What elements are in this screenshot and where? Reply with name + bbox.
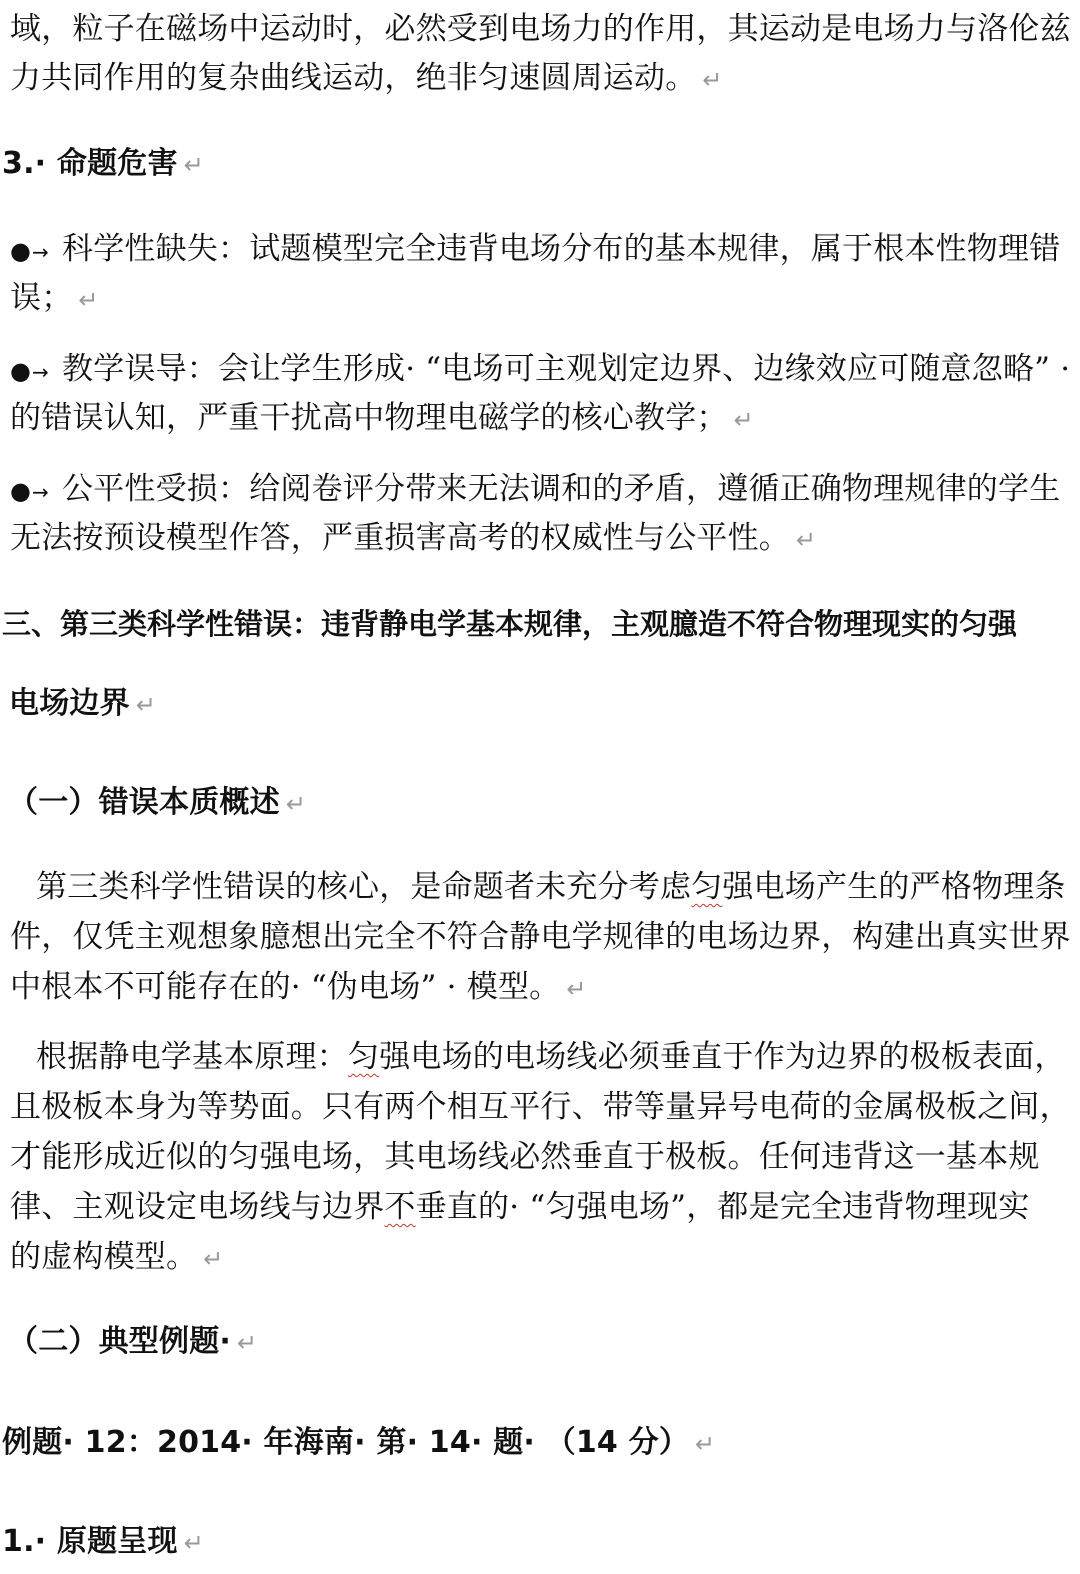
text-run: 中根本不可能存在的· “伪电场” · 模型。	[10, 969, 561, 1005]
paragraph-line	[10, 1087, 1071, 1127]
tab-arrow-icon: →	[32, 240, 49, 264]
heading-1-original-problem	[2, 1522, 204, 1563]
paragraph-line	[36, 867, 1066, 907]
spellcheck-flagged-word: 不	[384, 1189, 416, 1225]
text-run: 根据静电学基本原理：	[36, 1039, 348, 1075]
paragraph-mark-icon: ↵	[733, 406, 754, 434]
tab-arrow-icon: →	[32, 360, 49, 384]
spellcheck-flagged-word: 匀	[348, 1039, 380, 1075]
heading-text: （一）错误本质概述	[8, 785, 280, 820]
text-run: 律、主观设定电场线与边界	[10, 1189, 385, 1225]
text-run: 误；	[10, 280, 73, 316]
text-run: 第三类科学性错误的核心，是命题者未充分考虑	[36, 869, 692, 905]
text-run: 教学误导：会让学生形成· “电场可主观划定边界、边缘效应可随意忽略” ·	[62, 351, 1071, 387]
heading-text: 3.· 命题危害	[2, 146, 178, 181]
heading-text: 1.· 原题呈现	[2, 1524, 178, 1559]
text-run: 公平性受损：给阅卷评分带来无法调和的矛盾，遵循正确物理规律的学生	[62, 471, 1061, 507]
paragraph-line	[10, 58, 723, 100]
example-heading	[2, 1423, 715, 1464]
paragraph-line	[10, 9, 1071, 49]
bullet-item	[10, 229, 1060, 272]
paragraph-mark-icon: ↵	[702, 66, 723, 94]
paragraph-mark-icon: ↵	[183, 1529, 205, 1557]
paragraph-line	[10, 278, 99, 320]
heading-text: （二）典型例题·	[8, 1324, 231, 1359]
paragraph-mark-icon: ↵	[203, 1245, 224, 1273]
paragraph-mark-icon: ↵	[695, 1430, 716, 1458]
tab-arrow-icon: →	[32, 480, 49, 504]
section-3-heading	[2, 604, 1017, 644]
text-run: 科学性缺失：试题模型完全违背电场分布的基本规律，属于根本性物理错	[62, 231, 1061, 267]
text-run: 强电场产生的严格物理条	[722, 869, 1066, 905]
text-run: 且极板本身为等势面。只有两个相互平行、带等量异号电荷的金属极板之间，	[10, 1089, 1071, 1125]
text-run: 的虚构模型。	[10, 1239, 198, 1275]
bullet-item	[10, 349, 1070, 392]
paragraph-mark-icon: ↵	[285, 790, 307, 818]
text-run: 的错误认知，严重干扰高中物理电磁学的核心教学；	[10, 400, 728, 436]
paragraph-mark-icon: ↵	[183, 151, 205, 179]
bullet-icon: ●	[10, 237, 32, 265]
paragraph-line	[10, 1187, 1029, 1227]
bullet-icon: ●	[10, 477, 32, 505]
paragraph-mark-icon: ↵	[78, 286, 99, 314]
paragraph-line	[10, 398, 754, 440]
paragraph-line	[10, 1237, 224, 1279]
text-run: 才能形成近似的匀强电场，其电场线必然垂直于极板。任何违背这一基本规	[10, 1139, 1040, 1175]
subheading-2	[8, 1322, 257, 1363]
paragraph-mark-icon: ↵	[135, 691, 157, 719]
heading-3-harm	[2, 144, 204, 185]
bullet-item	[10, 469, 1060, 512]
heading-text: 例题· 12：2014· 年海南· 第· 14· 题· （14 分）	[2, 1425, 690, 1460]
paragraph-line	[10, 967, 587, 1009]
paragraph-line	[10, 1137, 1040, 1177]
paragraph-mark-icon: ↵	[237, 1329, 258, 1357]
text-run: 垂直的· “匀强电场”，都是完全违背物理现实	[415, 1189, 1030, 1225]
paragraph-line	[10, 917, 1071, 957]
text-run: 强电场的电场线必须垂直于作为边界的极板表面，	[379, 1039, 1066, 1075]
paragraph-mark-icon: ↵	[566, 975, 587, 1003]
text-run: 力共同作用的复杂曲线运动，绝非匀速圆周运动。	[10, 60, 697, 96]
paragraph-mark-icon: ↵	[796, 526, 817, 554]
text-run: 无法按预设模型作答，严重损害高考的权威性与公平性。	[10, 520, 790, 556]
subheading-1	[8, 783, 306, 824]
heading-text: 三、第三类科学性错误：违背静电学基本规律，主观臆造不符合物理现实的匀强	[2, 607, 1018, 641]
text-run: 域，粒子在磁场中运动时，必然受到电场力的作用，其运动是电场力与洛伦兹	[10, 11, 1071, 47]
bullet-icon: ●	[10, 357, 32, 385]
paragraph-line	[36, 1037, 1066, 1077]
spellcheck-flagged-word: 匀	[691, 869, 723, 905]
text-run: 件，仅凭主观想象臆想出完全不符合静电学规律的电场边界，构建出真实世界	[10, 919, 1071, 955]
paragraph-line	[10, 518, 816, 560]
heading-text: 电场边界	[9, 686, 130, 721]
section-3-heading-cont	[9, 684, 156, 725]
